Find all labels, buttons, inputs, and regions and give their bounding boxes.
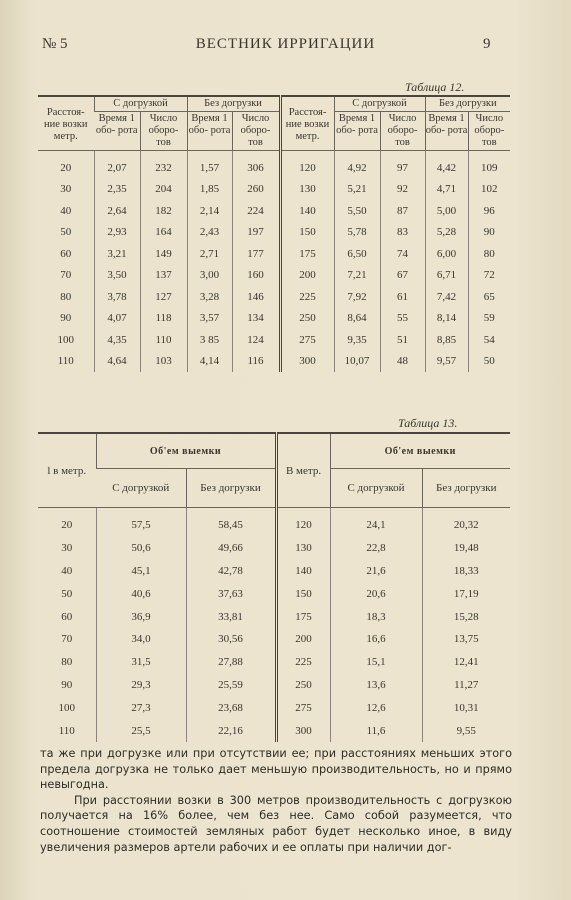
table-cell: 3,50 [94,265,140,287]
table-cell: 150 [276,582,330,605]
table-cell: 127 [140,286,187,308]
table-cell: 175 [280,243,334,265]
paragraph-continuation: та же при догрузке или при отсутствии ее; при расстояниях меньших этого предела догрузка не только дает меньшую производительность, но и прямо невыгодна. [40,747,512,792]
table-row [38,151,510,179]
table-cell: 59 [468,308,510,330]
table-cell: 12,41 [422,651,510,674]
table-cell: 20 [60,161,72,174]
table-cell: 60 [60,247,72,260]
table-cell: 2,35 [94,179,140,201]
table-cell: 175 [276,605,330,628]
table-cell: 51 [380,329,425,351]
table-cell: 87 [380,200,425,222]
table-cell: 22,8 [330,537,422,560]
t13-head-l-right: В метр. [276,433,330,508]
t13-head-without-load: Без догрузки [422,469,510,508]
table-cell: 80 [60,290,72,303]
table-row [38,308,510,330]
table-cell: 3,78 [94,286,140,308]
table-cell: 3,28 [187,286,232,308]
table-cell: 9,55 [422,719,510,742]
table-cell: 7,21 [334,265,380,287]
table13-caption: Таблица 13. [398,416,458,430]
table-cell: 110 [58,724,75,737]
table-cell: 20,32 [422,508,510,537]
page-header [0,36,571,56]
table-cell: 182 [140,200,187,222]
table-cell: 224 [232,200,280,222]
table-cell: 3,57 [187,308,232,330]
table-cell: 20,6 [330,582,422,605]
table-cell: 146 [232,286,280,308]
body-text [40,746,512,855]
table-cell: 8,14 [425,308,468,330]
table-cell: 16,6 [330,628,422,651]
table-cell: 29,3 [96,674,186,697]
table-cell: 37,63 [186,582,276,605]
t13-head-l-left: l в метр. [38,433,96,508]
table-cell: 3,00 [187,265,232,287]
table-cell: 100 [57,333,74,346]
table-cell: 103 [140,351,187,373]
table-row [38,200,510,222]
table-cell: 15,28 [422,605,510,628]
table-cell: 90 [468,222,510,244]
table-cell: 110 [140,329,187,351]
table-row [38,286,510,308]
table-cell: 300 [280,351,334,373]
table-cell: 92 [380,179,425,201]
table-cell: 19,48 [422,537,510,560]
table-cell: 2,43 [187,222,232,244]
table-cell: 8,85 [425,329,468,351]
table-cell: 5,78 [334,222,380,244]
table-cell: 6,50 [334,243,380,265]
table-cell: 225 [280,286,334,308]
t12-head-without-load-right: Без догрузки [425,96,510,112]
table-cell: 57,5 [96,508,186,537]
table-row [38,696,510,719]
paragraph-main: При расстоянии возки в 300 метров производительность с догрузкою получается на 16% более, чем без нее. Само собой разумеется, что соотношение стоимостей земляных работ будет несколько иное, в виду увеличения размеров артели рабочих и ее оплаты при наличии дог- [40,793,512,854]
table-cell: 250 [280,308,334,330]
table-cell: 96 [468,200,510,222]
t13-head-volume-left: Об'ем выемки [96,433,276,469]
table-row [38,222,510,244]
table-cell: 42,78 [186,560,276,583]
t12-head-count: Число оборо- тов [380,112,425,151]
table-cell: 10,07 [334,351,380,373]
table-cell: 4,42 [425,151,468,179]
table-cell: 5,21 [334,179,380,201]
table-cell: 7,92 [334,286,380,308]
t12-head-distance-right: Расстоя- ние возки метр. [280,96,334,151]
t12-head-count: Число оборо- тов [468,112,510,151]
table-cell: 65 [468,286,510,308]
table-cell: 90 [60,312,72,325]
table-cell: 58,45 [186,508,276,537]
table-cell: 5,00 [425,200,468,222]
table-cell: 55 [380,308,425,330]
t13-head-without-load: Без догрузки [186,469,276,508]
table-cell: 33,81 [186,605,276,628]
t12-head-without-load-left: Без догрузки [187,96,280,112]
table-cell: 3 85 [187,329,232,351]
table-cell: 200 [276,628,330,651]
table-cell: 4,64 [94,351,140,373]
table-row [38,243,510,265]
table-cell: 67 [380,265,425,287]
table-cell: 120 [280,151,334,179]
table-cell: 109 [468,151,510,179]
table-cell: 204 [140,179,187,201]
t12-body [38,151,510,373]
table-cell: 260 [232,179,280,201]
table-row [38,351,510,373]
table-cell: 275 [276,696,330,719]
table-cell: 40 [61,564,73,577]
table-cell: 27,3 [96,696,186,719]
page-number: 9 [483,36,491,52]
table-row [38,605,510,628]
table-cell: 25,59 [186,674,276,697]
table-cell: 60 [61,610,73,623]
table-cell: 15,1 [330,651,422,674]
table-row [38,719,510,742]
table-cell: 36,9 [96,605,186,628]
table-row [38,265,510,287]
table-cell: 2,64 [94,200,140,222]
table-cell: 4,07 [94,308,140,330]
table-cell: 1,57 [187,151,232,179]
table-cell: 49,66 [186,537,276,560]
t12-head-with-load-right: С догрузкой [334,96,425,112]
table-cell: 54 [468,329,510,351]
table-cell: 17,19 [422,582,510,605]
table-cell: 137 [140,265,187,287]
table-cell: 83 [380,222,425,244]
table-row [38,628,510,651]
table-row [38,560,510,583]
table-cell: 30 [60,183,72,196]
table-cell: 80 [468,243,510,265]
journal-title: ВЕСТНИК ИРРИГАЦИИ [195,36,376,52]
table-cell: 11,6 [330,719,422,742]
table-cell: 164 [140,222,187,244]
table-cell: 45,1 [96,560,186,583]
table-cell: 120 [276,508,330,537]
t13-body [38,508,510,742]
table-cell: 25,5 [96,719,186,742]
table-cell: 110 [57,355,74,368]
table-13 [38,432,510,742]
table-cell: 50,6 [96,537,186,560]
t13-head-volume-right: Об'ем выемки [330,433,510,469]
table-cell: 4,71 [425,179,468,201]
table-cell: 6,00 [425,243,468,265]
table-cell: 130 [280,179,334,201]
table-cell: 306 [232,151,280,179]
table-cell: 18,33 [422,560,510,583]
table-cell: 74 [380,243,425,265]
table-row [38,179,510,201]
table-cell: 31,5 [96,651,186,674]
table-cell: 40,6 [96,582,186,605]
table12-caption: Таблица 12. [405,80,465,94]
table-cell: 197 [232,222,280,244]
table-cell: 2,71 [187,243,232,265]
table-cell: 2,93 [94,222,140,244]
table-cell: 11,27 [422,674,510,697]
table-cell: 3,21 [94,243,140,265]
table-cell: 50 [61,587,73,600]
table-cell: 22,16 [186,719,276,742]
table-cell: 24,1 [330,508,422,537]
table-row [38,329,510,351]
table-cell: 5,50 [334,200,380,222]
t12-head-with-load-left: С догрузкой [94,96,187,112]
t13-head-with-load: С догрузкой [330,469,422,508]
table-cell: 300 [276,719,330,742]
table-cell: 130 [276,537,330,560]
table-cell: 4,35 [94,329,140,351]
table-cell: 8,64 [334,308,380,330]
table-cell: 9,35 [334,329,380,351]
t12-head-count: Число оборо- тов [232,112,280,151]
table-cell: 50 [60,226,72,239]
table-cell: 160 [232,265,280,287]
table-cell: 50 [468,351,510,373]
table-cell: 13,75 [422,628,510,651]
table-cell: 30,56 [186,628,276,651]
table-cell: 1,85 [187,179,232,201]
issue-number: № 5 [42,36,68,52]
table-cell: 61 [380,286,425,308]
table-cell: 140 [280,200,334,222]
table-cell: 21,6 [330,560,422,583]
table-cell: 100 [58,701,75,714]
t12-head-count: Число оборо- тов [140,112,187,151]
table-cell: 23,68 [186,696,276,719]
table-cell: 48 [380,351,425,373]
table-cell: 27,88 [186,651,276,674]
table-cell: 80 [61,656,73,669]
table-cell: 4,92 [334,151,380,179]
table-cell: 70 [61,633,73,646]
table-row [38,651,510,674]
t13-head-with-load: С догрузкой [96,469,186,508]
table-cell: 7,42 [425,286,468,308]
table-cell: 97 [380,151,425,179]
table-cell: 177 [232,243,280,265]
table-cell: 13,6 [330,674,422,697]
table-cell: 2,14 [187,200,232,222]
t12-head-time: Время 1 обо- рота [94,112,140,151]
table-cell: 232 [140,151,187,179]
table-cell: 34,0 [96,628,186,651]
table-cell: 70 [60,269,72,282]
table-cell: 12,6 [330,696,422,719]
table-cell: 102 [468,179,510,201]
table-row [38,508,510,537]
table-cell: 40 [60,204,72,217]
table-cell: 118 [140,308,187,330]
table-cell: 5,28 [425,222,468,244]
table-cell: 134 [232,308,280,330]
table-cell: 124 [232,329,280,351]
table-cell: 9,57 [425,351,468,373]
t12-head-time: Время 1 обо- рота [425,112,468,151]
table-cell: 150 [280,222,334,244]
table-cell: 72 [468,265,510,287]
table-cell: 4,14 [187,351,232,373]
t12-head-distance-left: Расстоя- ние возки метр. [38,96,94,151]
table-cell: 10,31 [422,696,510,719]
table-cell: 18,3 [330,605,422,628]
table-cell: 140 [276,560,330,583]
table-cell: 116 [232,351,280,373]
table-row [38,582,510,605]
table-cell: 20 [61,519,73,532]
table-cell: 250 [276,674,330,697]
table-cell: 149 [140,243,187,265]
table-12 [38,95,510,372]
table-cell: 200 [280,265,334,287]
table-cell: 6,71 [425,265,468,287]
table-cell: 90 [61,678,73,691]
table-cell: 225 [276,651,330,674]
t12-head-time: Время 1 обо- рота [187,112,232,151]
table-row [38,674,510,697]
table-row [38,537,510,560]
table-cell: 30 [61,542,73,555]
table-cell: 275 [280,329,334,351]
table-cell: 2,07 [94,151,140,179]
t12-head-time: Время 1 обо- рота [334,112,380,151]
